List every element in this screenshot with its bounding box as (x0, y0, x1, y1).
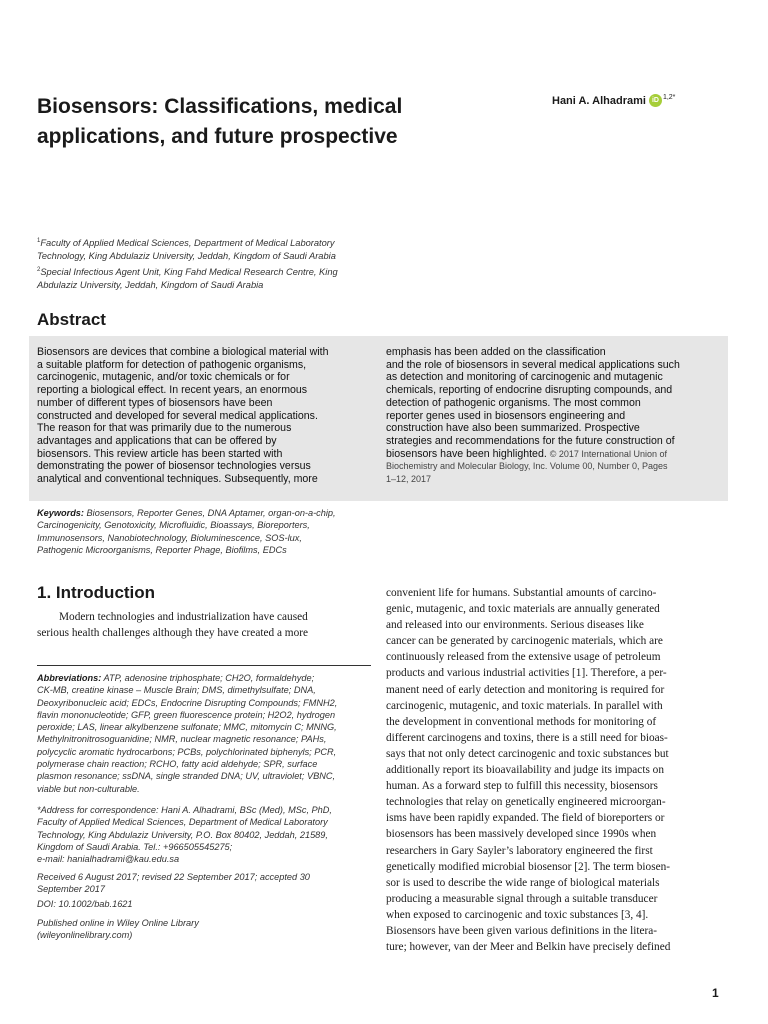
body-line: biosensors has been massively developed since 1990s when (386, 828, 657, 841)
body-line: technologies that relay on genetically engineered microorgan- (386, 796, 666, 809)
page-number: 1 (712, 986, 719, 1000)
title-line: Biosensors: Classifications, medical (37, 95, 403, 118)
published-online (37, 917, 199, 942)
affiliation-line: Technology, King Abdulaziz University, Jeddah, Kingdom of Saudi Arabia (37, 251, 336, 262)
body-line: manent need of early detection and monitoring is required for (386, 683, 665, 696)
keywords (37, 507, 377, 556)
abstract-line: construction have also been summarized. Prospective (386, 422, 640, 435)
copyright-line: Biochemistry and Molecular Biology, Inc. Volume 00, Number 0, Pages (386, 461, 668, 472)
abstract-line: reporter genes used in biosensors engineering and (386, 409, 626, 422)
body-line: and released into our environments. Serious diseases like (386, 619, 644, 632)
abbreviations-line: polymerase chain reaction; RCHO, fatty acid aldehyde; SPR, surface (37, 759, 318, 770)
abstract-line: chemicals, reporting of endocrine disrupting compounds, and (386, 384, 673, 397)
copyright-text: © 2017 International Union of (549, 448, 667, 459)
published-link[interactable]: (wileyonlinelibrary.com) (37, 930, 133, 941)
body-line: genic, mutagenic, and toxic materials are annually generated (386, 603, 660, 616)
abstract-line: strategies and recommendations for the future construction of (386, 434, 675, 447)
copyright-line: 1–12, 2017 (386, 474, 432, 485)
abbreviations-line: Methylnitronitrosoguanidine; NMR, nuclear magnetic resonance; PAHs, (37, 734, 327, 745)
doi (37, 898, 133, 910)
introduction-heading: 1. Introduction (37, 583, 156, 602)
received-line: Received 6 August 2017; revised 22 September 2017; accepted 30 (37, 872, 310, 882)
author-affiliation-marks: 1,2* (662, 94, 676, 101)
abstract-line: as detection and monitoring of carcinogenic and mutagenic (386, 371, 663, 384)
abbreviations-line: polycyclic aromatic hydrocarbons; PCBs, polychlorinated biphenyls; PCR, (37, 746, 337, 757)
received-line: September 2017 (37, 884, 105, 895)
body-line: says that not only detect carcinogenic and toxic substances but (386, 747, 669, 760)
abbreviations-line: viable but non-culturable. (37, 783, 140, 794)
abbreviations-line: CK-MB, creatine kinase – Muscle Brain; DMS, dimethylsulfate; DNA, (37, 685, 316, 696)
abstract-line: carcinogenic, mutagenic, and/or toxic chemicals or for (37, 371, 290, 384)
abstract-line: constructed and developed for several medical applications. (37, 409, 318, 422)
abstract-line: advantages and applications that can be offered by (37, 434, 277, 447)
abstract-line: a suitable platform for detection of pathogenic organisms, (37, 358, 307, 371)
affiliation-2 (37, 264, 377, 292)
received-dates (37, 871, 310, 896)
abstract-line: The reason for that was primarily due to the numerous (37, 422, 292, 435)
keywords-line: Carcinogenicity, Genotoxicity, Microfluidic, Bioassays, Bioreporters, (37, 520, 310, 531)
abbreviations-line: peroxide; LAS, linear alkylbenzene sulfonate; MMC, mitomycin C; MNNG, (37, 722, 337, 733)
abbreviations (37, 672, 337, 795)
body-line: human. As a forward step to fulfill this necessity, biosensors (386, 780, 658, 793)
abstract-heading: Abstract (37, 310, 106, 329)
affiliation-line: Abdulaziz University, Jeddah, Kingdom of Saudi Arabia (37, 280, 264, 291)
abstract-line: Biosensors are devices that combine a biological material with (37, 346, 329, 358)
abbreviations-line: Deoxyribonucleic acid; EDCs, Endocrine Disrupting Compounds; FMNH2, (37, 697, 338, 708)
abstract-line: biosensors. This review article has been started with (37, 447, 283, 460)
correspondence (37, 804, 332, 865)
affiliation-1 (37, 235, 377, 263)
author-name[interactable]: Hani A. Alhadrami (552, 94, 646, 107)
abstract-line: number of different types of biosensors have been (37, 396, 273, 409)
body-line: serious health challenges although they have created a more (37, 627, 309, 640)
abstract-line: reporting a biological effect. In recent years, an enormous (37, 384, 308, 397)
keywords-line: Immunosensors, Nanobiotechnology, Bioluminescence, SOS-lux, (37, 532, 302, 543)
abstract-left-column (37, 346, 328, 486)
body-line: products and various industrial activities [1]. Therefore, a per- (386, 667, 667, 680)
body-line: cancer can be generated by carcinogenic materials, which are (386, 635, 663, 648)
body-line: continuously released from the extensive usage of petroleum (386, 651, 661, 664)
footnote-divider (37, 665, 371, 666)
body-line: additionally report its bioavailability and judge its impacts on (386, 764, 664, 777)
abbreviations-label: Abbreviations: (37, 673, 102, 683)
correspondence-line: Technology, King Abdulaziz University, P.O. Box 80402, Jeddah, 21589, (37, 829, 328, 840)
abstract-right-column (386, 346, 680, 486)
body-line: ture; however, van der Meer and Belkin have precisely defined (386, 941, 671, 954)
keywords-line: Biosensors, Reporter Genes, DNA Aptamer, organ-on-a-chip, (86, 508, 336, 518)
abstract-line: biosensors have been highlighted. (386, 447, 547, 460)
orcid-icon[interactable]: iD (649, 94, 662, 107)
correspondence-line: Kingdom of Saudi Arabia. Tel.: +966505545275; (37, 841, 233, 852)
abbreviations-line: flavin mononucleotide; GFP, green fluorescence protein; H2O2, hydrogen (37, 709, 336, 720)
article-title (37, 92, 457, 152)
body-line: sor is used to describe the wide range of biological materials (386, 876, 660, 889)
author-line (552, 94, 675, 107)
title-line: applications, and future prospective (37, 125, 398, 148)
keywords-line: Pathogenic Microorganisms, Reporter Phage, Biofilms, EDCs (37, 544, 287, 555)
abbreviations-line: plasmon resonance; ssDNA, single stranded DNA; UV, ultraviolet; VBNC, (37, 771, 336, 782)
intro-right-column (386, 585, 670, 955)
body-line: Modern technologies and industrialization have caused (59, 611, 308, 623)
abstract-line: demonstrating the power of biosensor technologies versus (37, 460, 311, 473)
body-line: genetically modified microbial biosensor [2]. The term biosen- (386, 860, 671, 873)
body-line: researchers in Gary Sayler’s laboratory engineered the first (386, 844, 653, 857)
abstract-line: detection of pathogenic organisms. The most common (386, 396, 641, 409)
affiliation-line: Faculty of Applied Medical Sciences, Department of Medical Laboratory (40, 238, 335, 249)
affiliation-mark: 2 (37, 267, 41, 273)
abstract-line: and the role of biosensors in several medical applications such (386, 358, 680, 371)
body-line: when exposed to carcinogenic and toxic substances [3, 4]. (386, 908, 649, 921)
correspondence-line: Faculty of Applied Medical Sciences, Department of Medical Laboratory (37, 817, 328, 828)
affiliation-line: Special Infectious Agent Unit, King Fahd Medical Research Centre, King (40, 267, 338, 278)
body-line: carcinogenic, mutagenic, and toxic materials. In parallel with (386, 699, 663, 712)
correspondence-email[interactable]: e-mail: hanialhadrami@kau.edu.sa (37, 854, 180, 865)
abstract-line: emphasis has been added on the classification (386, 346, 606, 358)
body-line: convenient life for humans. Substantial amounts of carcino- (386, 587, 657, 599)
intro-left-column (37, 609, 308, 641)
body-line: the development in conventional methods for monitoring of (386, 715, 657, 728)
abstract-line: analytical and conventional techniques. Subsequently, more (37, 473, 318, 486)
abbreviations-line: ATP, adenosine triphosphate; CH2O, formaldehyde; (103, 673, 315, 683)
affiliation-mark: 1 (37, 238, 41, 244)
correspondence-line: *Address for correspondence: Hani A. Alhadrami, BSc (Med), MSc, PhD, (37, 805, 332, 815)
published-line: Published online in Wiley Online Library (37, 918, 199, 928)
body-line: isms have been rapidly expanded. The field of bioreporters or (386, 812, 665, 825)
doi-link[interactable]: DOI: 10.1002/bab.1621 (37, 899, 133, 909)
keywords-label: Keywords: (37, 508, 84, 518)
body-line: Biosensors have been given various definitions in the litera- (386, 924, 658, 937)
body-line: producing a measurable signal through a suitable transducer (386, 892, 658, 905)
body-line: different carcinogens and toxins, there is a still need for bioas- (386, 731, 668, 744)
